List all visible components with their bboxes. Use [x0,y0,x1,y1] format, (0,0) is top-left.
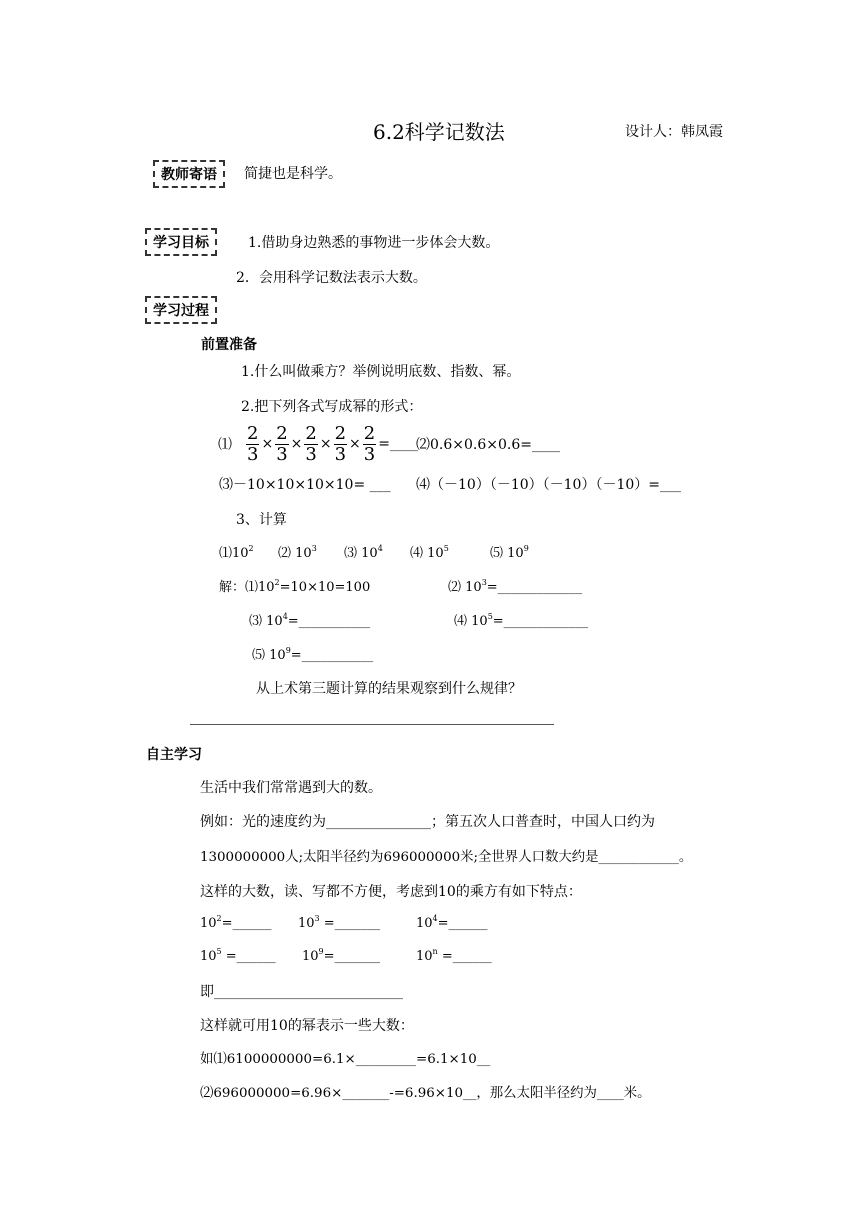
calc-4: ⑷ $10^5$ [410,544,449,561]
fraction: $\frac{2}{3}$ [276,422,288,465]
calc-1: $⑴10^2$ [219,544,254,561]
power-row-2-b: $10^9=\_\_\_\_\_\_\_$ [302,947,381,964]
page-title: 6.2科学记数法 [373,120,505,144]
fraction: $\frac{2}{3}$ [247,422,259,465]
prep-q3: 3、计算 [236,512,287,528]
tag-teacher-word: 教师寄语 [153,160,225,188]
problem-1-label: ⑴ [218,437,232,453]
tag-learning-process: 学习过程 [145,296,217,324]
self-line-7: 如⑴6100000000=6.1×_________=6.1×10__ [200,1052,491,1067]
problem-1-end: =____ [378,436,418,452]
designer-credit: 设计人：韩凤霞 [625,124,723,140]
fraction: $\frac{2}{3}$ [305,422,317,465]
goal-1: 1.借助身边熟悉的事物进一步体会大数。 [248,235,500,251]
solution-2: ⑵ $10^3=\_\_\_\_\_\_\_\_\_\_\_\_\_$ [448,578,583,595]
solution-1: 解：$⑴10^2=10\times 10=100$ [219,578,371,595]
self-line-4: 这样的大数，读、写都不方便，考虑到10的乘方有如下特点： [200,884,582,900]
prep-q1: 1.什么叫做乘方？举例说明底数、指数、幂。 [241,364,521,380]
problem-2: ⑵0.6×0.6×0.6=____ [416,437,560,453]
problem-4: ⑷（－10）（－10）（－10）（－10）=___ [416,477,681,493]
calc-2: ⑵ $10^3$ [278,544,317,561]
power-row-1-a: $10^2=\_\_\_\_\_\_$ [200,914,272,931]
self-line-2: 例如：光的速度约为_______________；第五次人口普查时，中国人口约为 [200,814,655,830]
solution-4: ⑷ $10^5=\_\_\_\_\_\_\_\_\_\_\_\_\_$ [454,612,589,629]
power-row-2-a: $10^5$ =______ [200,947,276,964]
prep-q2: 2.把下列各式写成幂的形式： [241,399,423,415]
power-row-1-b: $10^3$ =_______ [298,914,381,931]
times-sign: × [261,436,274,452]
solution-3: ⑶ $10^4=\_\_\_\_\_\_\_\_\_\_\_$ [249,612,371,629]
problem-1 [218,422,418,466]
self-line-6: 这样就可用10的幂表示一些大数： [200,1018,414,1034]
self-study-heading: 自主学习 [146,747,202,763]
calc-3: ⑶ $10^4$ [344,544,383,561]
self-line-8: ⑵696000000=6.96×_______-=6.96×10__，那么太阳半径约为____米。 [200,1086,651,1101]
prep-heading: 前置准备 [201,337,257,353]
power-row-2-c: 10$^n$ =______ [416,947,492,964]
fraction: $\frac{2}{3}$ [334,422,347,465]
self-line-3: 1300000000人;太阳半径约为696000000米;全世界人口数大约是____________。 [200,850,693,865]
teacher-word: 简捷也是科学。 [244,166,342,182]
power-row-1-c: $10^4=\_\_\_\_\_\_$ [416,914,488,931]
goal-2: 2．会用科学记数法表示大数。 [236,270,427,286]
times-sign: × [349,436,361,452]
times-sign: × [290,436,303,452]
calc-5: ⑸ $10^9$ [490,544,529,561]
answer-line [190,724,554,725]
problem-3: ⑶－10×10×10×10= ___ [219,477,391,493]
tag-learning-goal: 学习目标 [145,228,217,256]
self-line-1: 生活中我们常常遇到大的数。 [200,780,382,796]
times-sign: × [319,436,332,452]
self-line-5: 即___________________________ [200,984,403,1000]
solution-5: ⑸ $10^9=\_\_\_\_\_\_\_\_\_\_\_$ [252,646,374,663]
fraction: $\frac{2}{3}$ [363,422,376,465]
prep-q4: 从上术第三题计算的结果观察到什么规律？ [256,681,522,697]
